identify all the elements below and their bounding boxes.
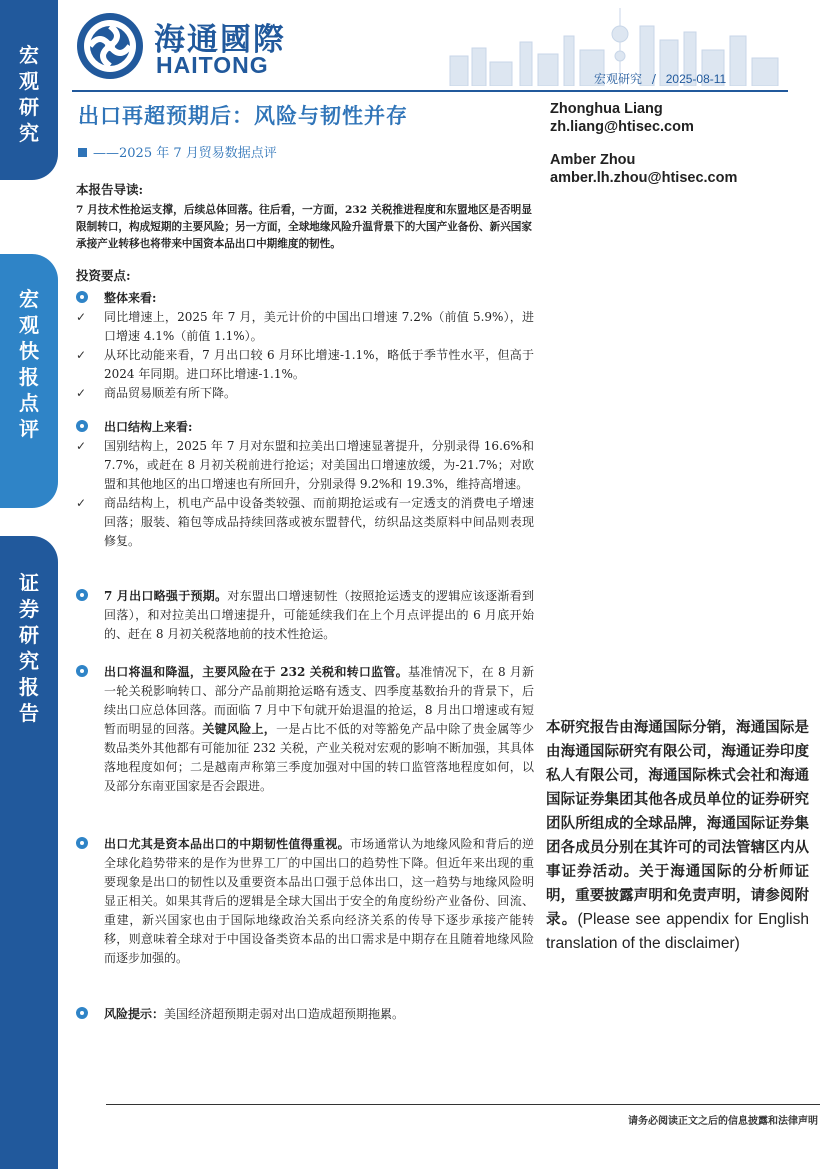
check-icon: ✓ <box>76 348 87 362</box>
paragraph-lead: 7 月出口略强于预期。 <box>104 589 228 603</box>
paragraph-lead: 关键风险上， <box>202 722 277 736</box>
paragraph-text: 对东盟出口增速韧性（按照抢运透支的逻辑应该逐渐看到回落），和对拉美出口增速提升，可能延续我们在上个月点评提出的 6 月底开始的、赶在 8 月初关税落地前的技术性抢运。 <box>104 589 534 641</box>
section-heading-text: 整体来看: <box>104 291 157 305</box>
paragraph-text: 一是占比不低的对等豁免产品中除了贵金属等少数品类外其他都有可能加征 232 关税，产业关税对宏观的影响不断加强，其具体落地程度如何；二是越南声称第三季度加强对中国的转口监管落地程度如何，以及部分东南亚国家是否会跟进。 <box>104 722 534 793</box>
bullet-dot-icon <box>76 291 88 303</box>
bullet-dot-icon <box>76 420 88 432</box>
sidebar-macro-research <box>0 0 58 180</box>
left-sidebar <box>0 0 58 1169</box>
paragraph-lead: 出口将温和降温，主要风险在于 232 关税和转口监管。 <box>104 665 408 679</box>
bullet-dot-icon <box>76 665 88 677</box>
paragraph-text: 基准情况下，在 8 月新一轮关税影响转口、部分产品前期抢运略有透支、四季度基数抬升的背景下，后续出口应总体回落。而面临 7 月中下旬就开始退温的抢运，8 月出口增速或有短暂而明显的回落。 <box>104 665 534 736</box>
list-item <box>76 437 534 494</box>
author-name: Amber Zhou <box>550 152 636 168</box>
list-item-text: 商品贸易顺差有所下降。 <box>104 386 237 400</box>
list-item <box>76 384 534 403</box>
points-heading: 投资要点: <box>76 268 131 283</box>
section-heading <box>76 418 534 437</box>
disclaimer-en: (Please see appendix for English translation of the disclaimer) <box>546 911 809 952</box>
footer-notice: 请务必阅读正文之后的信息披露和法律声明 <box>628 1116 818 1127</box>
sidebar-char: 观 <box>19 69 39 93</box>
section-export-structure <box>76 418 534 551</box>
header-divider <box>72 90 788 92</box>
list-item-text: 商品结构上，机电产品中设备类较强、而前期抢运或有一定透支的消费电子增速回落；服装、箱包等成品持续回落或被东盟替代，纺织品这类原料中间品则表现修复。 <box>104 496 534 548</box>
section-risk-warning <box>76 1005 534 1024</box>
sidebar-char: 究 <box>19 649 39 673</box>
bullet-dot-icon <box>76 589 88 601</box>
footer-divider <box>106 1104 820 1105</box>
check-icon: ✓ <box>76 386 87 400</box>
check-icon: ✓ <box>76 439 87 453</box>
sidebar-char: 报 <box>19 365 39 389</box>
sidebar-char: 评 <box>19 417 39 441</box>
authors-block <box>550 100 737 202</box>
bullet-dot-icon <box>76 837 88 849</box>
section-overall <box>76 289 534 403</box>
sidebar-char: 券 <box>19 597 39 621</box>
subtitle-text: ——2025 年 7 月贸易数据点评 <box>93 146 277 161</box>
author <box>550 151 737 187</box>
sidebar-char: 宏 <box>19 287 39 311</box>
author <box>550 100 737 136</box>
paragraph <box>76 587 534 644</box>
sidebar-char: 点 <box>19 391 39 415</box>
sidebar-flash-comment <box>0 254 58 508</box>
logo-text-cn: 海通國際 <box>154 22 286 58</box>
sidebar-char: 告 <box>19 701 39 725</box>
section-heading-text: 出口结构上来看: <box>104 420 193 434</box>
haitong-logo <box>74 10 294 84</box>
section-export-cooling <box>76 663 534 796</box>
sidebar-char: 观 <box>19 313 39 337</box>
sidebar-char: 报 <box>19 675 39 699</box>
sidebar-char: 宏 <box>19 43 39 67</box>
disclaimer-block <box>546 716 809 956</box>
author-name: Zhonghua Liang <box>550 101 663 117</box>
section-july-export <box>76 587 534 644</box>
check-icon: ✓ <box>76 310 87 324</box>
section-capital-goods <box>76 835 534 968</box>
sidebar-char: 快 <box>19 339 39 363</box>
sidebar-char: 证 <box>19 571 39 595</box>
haitong-emblem-icon <box>74 10 146 82</box>
header-meta <box>594 70 726 87</box>
report-date: 2025-08-11 <box>665 72 727 86</box>
check-icon: ✓ <box>76 496 87 510</box>
list-item-text: 国别结构上，2025 年 7 月对东盟和拉美出口增速显著提升，分别录得 16.6%和 7.7%，或赶在 8 月初关税前进行抢运；对美国出口增速放缓，为-21.7%；对欧盟和其他地区的出口增速也有所回升，分别录得 9.2%和 19.3%，维持高增速。 <box>104 439 534 491</box>
logo-text-en: HAITONG <box>156 52 269 78</box>
paragraph-lead: 出口尤其是资本品出口的中期韧性值得重视。 <box>104 837 350 851</box>
sidebar-char: 研 <box>19 623 39 647</box>
bullet-dot-icon <box>76 1007 88 1019</box>
paragraph-text: 美国经济超预期走弱对出口造成超预期拖累。 <box>164 1007 405 1021</box>
section-heading <box>76 289 534 308</box>
list-item <box>76 346 534 384</box>
sidebar-char: 究 <box>19 121 39 145</box>
author-email[interactable]: amber.lh.zhou@htisec.com <box>550 170 738 186</box>
report-title: 出口再超预期后：风险与韧性并存 <box>78 103 408 128</box>
report-category: 宏观研究 <box>594 72 643 86</box>
guide-text: 7 月技术性抢运支撑，后续总体回落。往后看，一方面，232 关税推进程度和东盟地区是否明显限制转口，构成短期的主要风险；另一方面，全球地缘风险升温背景下的大国产业备份、新兴国家承接产业转移也将带来中国资本品出口中期维度的韧性。 <box>76 204 532 250</box>
paragraph-text: 市场通常认为地缘风险和背后的逆全球化趋势带来的是作为世界工厂的中国出口的趋势性下降。但近年来出现的重要现象是出口的韧性以及重要资本品出口强于总体出口，这一趋势与地缘风险明显正相关。如果其背后的逻辑是全球大国出于安全的角度纷纷产业备份、回流、重建，新兴国家也由于国际地缘政治关系向经济关系的传导下逐步承接产能转移，则意味着全球对于中国设备类资本品的出口需求是中期存在且随着地缘风险而逐步加强的。 <box>104 837 534 965</box>
guide-heading: 本报告导读: <box>76 182 144 197</box>
paragraph <box>76 663 534 796</box>
paragraph <box>76 1005 534 1024</box>
author-email[interactable]: zh.liang@htisec.com <box>550 119 694 135</box>
paragraph-lead: 风险提示： <box>104 1007 165 1021</box>
disclaimer-cn: 本研究报告由海通国际分销，海通国际是由海通国际研究有限公司，海通证券印度私人有限公司，海通国际株式会社和海通国际证券集团其他各成员单位的证券研究团队所组成的全球品牌，海通国际证券集团各成员分别在其许可的司法管辖区内从事证券活动。关于海通国际的分析师证明，重要披露声明和免责声明，请参阅附录。 <box>546 719 809 928</box>
square-bullet-icon <box>78 148 87 157</box>
list-item <box>76 308 534 346</box>
paragraph <box>76 835 534 968</box>
header-separator: / <box>651 72 656 86</box>
list-item-text: 从环比动能来看，7 月出口较 6 月环比增速-1.1%，略低于季节性水平，但高于 2024 年同期。进口环比增速-1.1%。 <box>104 348 534 381</box>
report-subtitle <box>78 142 277 161</box>
list-item-text: 同比增速上，2025 年 7 月，美元计价的中国出口增速 7.2%（前值 5.9%），进口增速 4.1%（前值 1.1%）。 <box>104 310 534 343</box>
sidebar-research-report <box>0 536 58 1169</box>
list-item <box>76 494 534 551</box>
sidebar-char: 研 <box>19 95 39 119</box>
